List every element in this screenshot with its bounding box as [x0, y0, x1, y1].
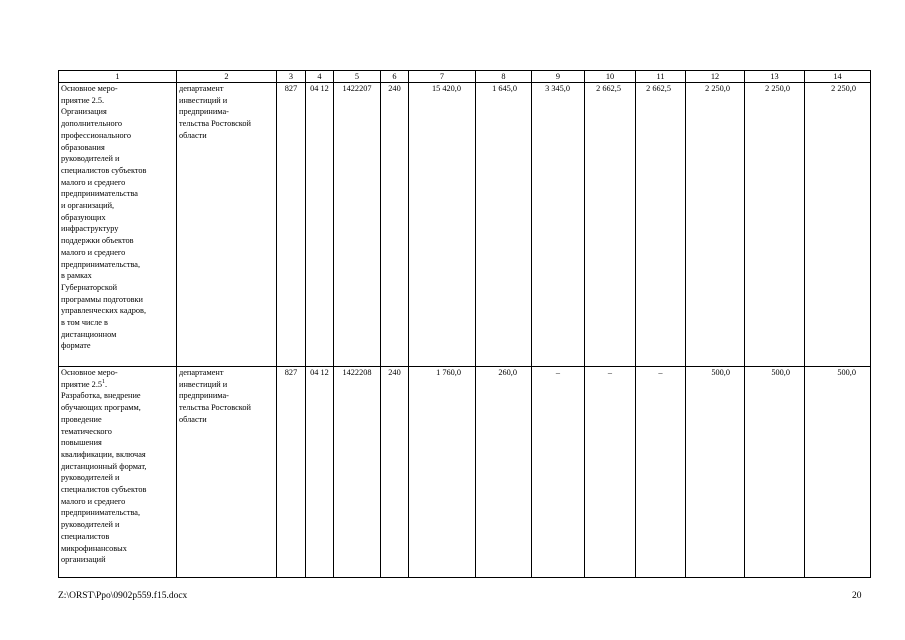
code-csr: 1422207 — [334, 83, 381, 367]
amount-col-12: 2 250,0 — [686, 83, 745, 367]
executor: департамент инвестиций и предпринима- тельства Ростовской области — [177, 83, 277, 367]
amount-col-8: 1 645,0 — [476, 83, 532, 367]
amount-col-14: 2 250,0 — [805, 83, 871, 367]
header-cell-10: 10 — [585, 71, 636, 83]
code-vr: 240 — [381, 83, 409, 367]
amount-col-14: 500,0 — [805, 367, 871, 578]
amount-total: 15 420,0 — [409, 83, 476, 367]
activity-name-rest: . Разработка, внедрение обучающих программ, проведение тематического повышения квалификации, включая дистанционный формат, руководителей и специалистов субъектов малого и среднего предпринимательства, руководителей и специалистов микрофинансовых организаций — [61, 379, 147, 565]
activity-name: Основное меро- приятие 2.5. Организация дополнительного профессионального образования руководителей и специалистов субъектов малого и среднего предпринимательства и организаций, образующих инфраструктуру поддержки объектов малого и среднего предпринимательства, в рамках Губернаторской программы подготовки управленческих кадров, в том числе в дистанционном формате — [59, 83, 177, 367]
amount-col-8: 260,0 — [476, 367, 532, 578]
table-row — [59, 367, 871, 578]
amount-col-9: 3 345,0 — [532, 83, 585, 367]
executor: департамент инвестиций и предпринима- тельства Ростовской области — [177, 367, 277, 578]
budget-table — [58, 70, 871, 578]
header-cell-8: 8 — [476, 71, 532, 83]
header-cell-13: 13 — [745, 71, 805, 83]
amount-col-9: – — [532, 367, 585, 578]
activity-name — [59, 367, 177, 578]
activity-name-sup: 1 — [102, 378, 106, 385]
code-rzpr: 04 12 — [306, 367, 334, 578]
header-cell-9: 9 — [532, 71, 585, 83]
header-cell-7: 7 — [409, 71, 476, 83]
header-cell-3: 3 — [277, 71, 306, 83]
header-cell-2: 2 — [177, 71, 277, 83]
amount-total: 1 760,0 — [409, 367, 476, 578]
amount-col-10: – — [585, 367, 636, 578]
header-cell-5: 5 — [334, 71, 381, 83]
page-number: 20 — [852, 591, 862, 601]
code-csr: 1422208 — [334, 367, 381, 578]
code-rzpr: 04 12 — [306, 83, 334, 367]
code-vr: 240 — [381, 367, 409, 578]
header-cell-4: 4 — [306, 71, 334, 83]
header-cell-12: 12 — [686, 71, 745, 83]
amount-col-13: 2 250,0 — [745, 83, 805, 367]
footer-file-path: Z:\ORST\Ppo\0902p559.f15.docx — [58, 591, 188, 601]
amount-col-10: 2 662,5 — [585, 83, 636, 367]
header-cell-14: 14 — [805, 71, 871, 83]
header-cell-1: 1 — [59, 71, 177, 83]
code-grbs: 827 — [277, 83, 306, 367]
amount-col-12: 500,0 — [686, 367, 745, 578]
activity-name-head: Основное меро- приятие 2.5 — [61, 368, 118, 389]
table-row — [59, 83, 871, 367]
header-cell-6: 6 — [381, 71, 409, 83]
amount-col-13: 500,0 — [745, 367, 805, 578]
header-cell-11: 11 — [636, 71, 686, 83]
header-row — [59, 71, 871, 83]
code-grbs: 827 — [277, 367, 306, 578]
amount-col-11: – — [636, 367, 686, 578]
amount-col-11: 2 662,5 — [636, 83, 686, 367]
